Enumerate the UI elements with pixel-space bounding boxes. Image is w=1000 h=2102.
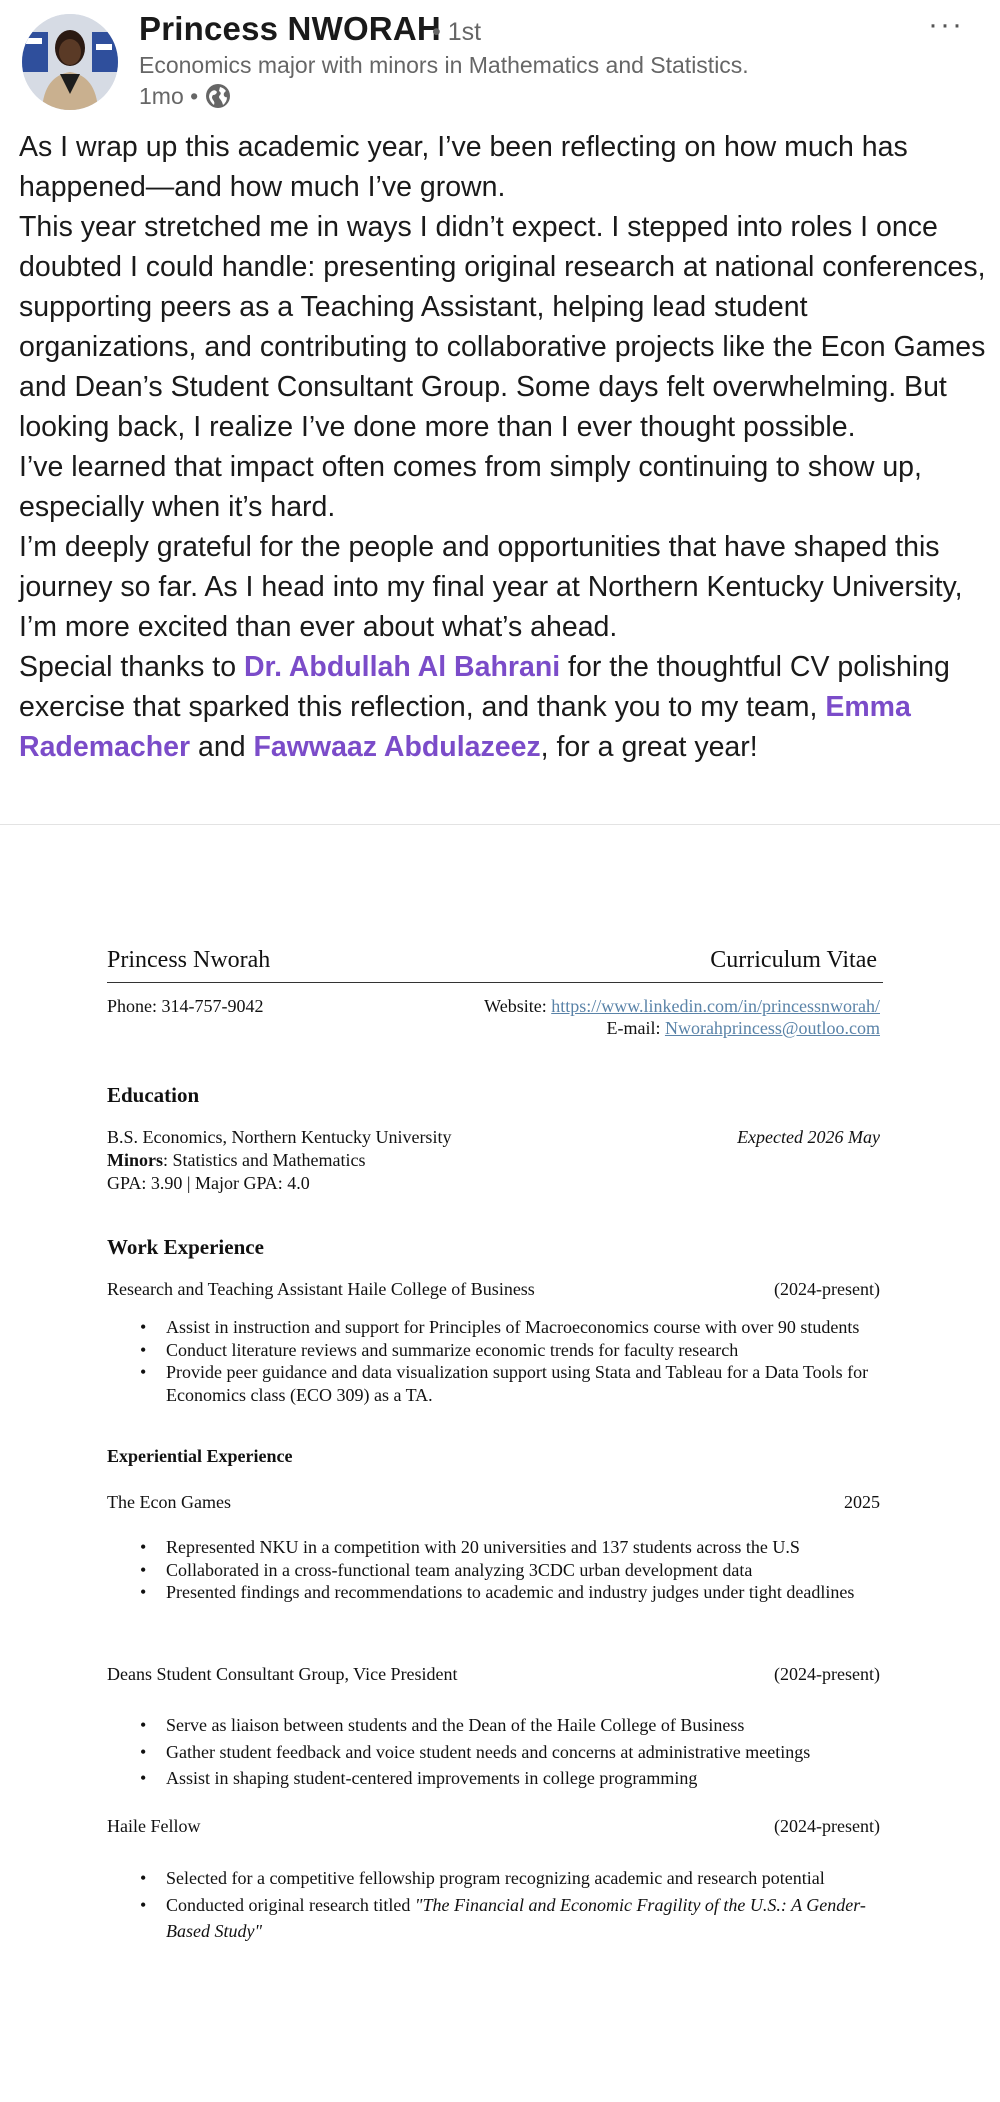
post-paragraph: As I wrap up this academic year, I’ve been reflecting on how much has happened—and how much I’ve grown. — [19, 131, 908, 203]
cv-website — [484, 996, 880, 1017]
author-name[interactable]: Princess NWORAH — [139, 10, 441, 47]
cv-research-prefix: Conducted original research titled — [166, 1894, 415, 1915]
cv-work-dates: (2024-present) — [774, 1279, 880, 1299]
list-item: • Collaborated in a cross-functional team analyzing 3CDC urban development data — [140, 1559, 880, 1582]
list-item: • Assist in instruction and support for Principles of Macroeconomics course with over 90 students — [140, 1316, 880, 1339]
list-item: • Conduct literature reviews and summarize economic trends for faculty research — [140, 1339, 880, 1362]
list-item: • Presented findings and recommendations to academic and industry judges under tight deadlines — [140, 1581, 880, 1604]
list-item: • Serve as liaison between students and the Dean of the Haile College of Business — [140, 1712, 880, 1739]
cv-gpa: GPA: 3.90 | Major GPA: 4.0 — [107, 1173, 310, 1193]
cv-document[interactable] — [0, 825, 1000, 2102]
cv-name: Princess Nworah — [107, 947, 271, 973]
more-options-button[interactable]: ··· — [928, 8, 964, 41]
cv-research-title: "The Financial and Economic Fragility of the U.S.: A Gender-Based Study" — [166, 1894, 866, 1941]
cv-email-link[interactable]: Nworahprincess@outloo.com — [664, 1018, 880, 1038]
cv-experiential-heading: Experiential Experience — [107, 1446, 293, 1466]
thanks-text: for the thoughtful CV polishing exercise that sparked this reflection, and thank you to my team, — [19, 651, 950, 723]
cv-deans-bullets — [140, 1712, 880, 1792]
cv-education-heading: Education — [107, 1083, 200, 1107]
cv-econ-games-dates: 2025 — [844, 1492, 880, 1512]
cv-degree: B.S. Economics, Northern Kentucky University — [107, 1127, 452, 1147]
cv-econ-games-bullets — [140, 1536, 880, 1604]
mention-fawwaaz-abdulazeez[interactable]: Fawwaaz Abdulazeez — [253, 731, 541, 763]
cv-deans-dates: (2024-present) — [774, 1664, 880, 1684]
cv-haile-dates: (2024-present) — [774, 1816, 880, 1836]
cv-haile-title: Haile Fellow — [107, 1816, 201, 1836]
cv-minors-value: : Statistics and Mathematics — [163, 1150, 366, 1170]
cv-email-label: E-mail: — [606, 1018, 665, 1038]
list-item: • Selected for a competitive fellowship program recognizing academic and research potential — [140, 1865, 880, 1892]
list-item: • Represented NKU in a competition with 20 universities and 137 students across the U.S — [140, 1536, 880, 1559]
avatar-photo — [22, 14, 118, 110]
cv-minors-label: Minors — [107, 1150, 163, 1170]
mention-emma-rademacher[interactable]: Emma Rademacher — [19, 691, 911, 763]
cv-econ-games-title: The Econ Games — [107, 1492, 231, 1512]
post-paragraph-thanks — [19, 647, 989, 767]
mention-abdullah-al-bahrani[interactable]: Dr. Abdullah Al Bahrani — [243, 651, 561, 683]
list-item: • Gather student feedback and voice student needs and concerns at administrative meetings — [140, 1739, 880, 1766]
post-paragraph: I’m deeply grateful for the people and opportunities that have shaped this journey so far. As I head into my final year at Northern Kentucky University, I’m more excited than ever about what’s ahead. — [19, 531, 963, 643]
author-headline: Economics major with minors in Mathematics and Statistics. — [139, 52, 749, 78]
thanks-text: Special thanks to — [19, 651, 244, 683]
list-item — [140, 1892, 880, 1945]
cv-email — [606, 1018, 880, 1039]
thanks-text: and — [190, 731, 254, 763]
cv-haile-bullets — [140, 1865, 880, 1945]
post-timestamp-row — [139, 82, 232, 110]
cv-minors — [107, 1150, 365, 1171]
cv-phone: Phone: 314-757-9042 — [107, 996, 264, 1016]
thanks-text: , for a great year! — [540, 731, 758, 763]
post-paragraph: I’ve learned that impact often comes from simply continuing to show up, especially when it’s hard. — [19, 451, 922, 523]
cv-deans-title: Deans Student Consultant Group, Vice President — [107, 1664, 458, 1684]
post-text — [19, 127, 989, 767]
list-item: • Provide peer guidance and data visualization support using Stata and Tableau for a Data Tools for Economics class (ECO 309) as a TA. — [140, 1361, 880, 1406]
cv-work-role: Research and Teaching Assistant Haile College of Business — [107, 1279, 535, 1299]
cv-work-bullets — [140, 1316, 880, 1406]
cv-doc-title: Curriculum Vitae — [710, 947, 877, 973]
globe-icon — [204, 82, 232, 110]
list-item: • Assist in shaping student-centered improvements in college programming — [140, 1765, 880, 1792]
cv-expected-date: Expected 2026 May — [737, 1127, 880, 1147]
post-time: 1mo • — [139, 82, 199, 109]
cv-header-rule — [107, 982, 883, 983]
cv-website-label: Website: — [484, 996, 552, 1016]
cv-work-heading: Work Experience — [107, 1235, 264, 1259]
post-header — [0, 0, 1000, 125]
avatar[interactable] — [22, 14, 118, 110]
cv-website-link[interactable]: https://www.linkedin.com/in/princessnworah/ — [551, 996, 880, 1016]
post-paragraph: This year stretched me in ways I didn’t expect. I stepped into roles I once doubted I could handle: presenting original research at national conferences, supporting peers as a Teaching Assistant, helping lead student organizations, and contributing to collaborative projects like the Econ Games and Dean’s Student Consultant Group. Some days felt overwhelming. But looking back, I realize I’ve done more than I ever thought possible. — [19, 211, 986, 443]
connection-degree: • 1st — [432, 18, 482, 46]
